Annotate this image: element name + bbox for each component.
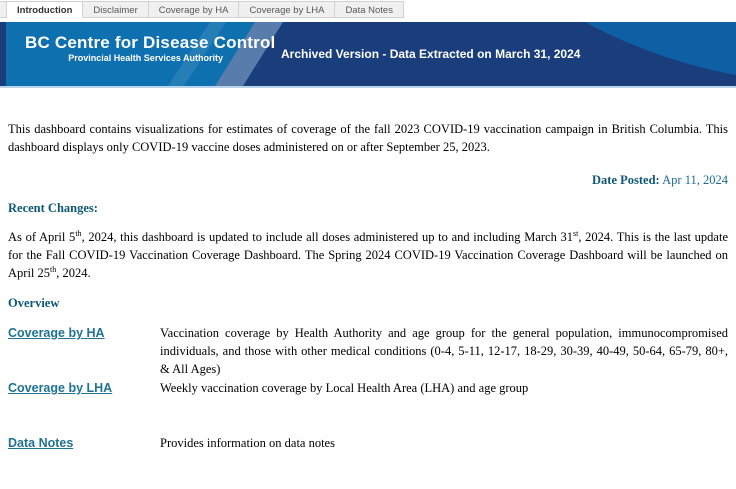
overview-link-col	[8, 324, 160, 379]
tab-data-notes[interactable]: Data Notes	[335, 1, 404, 18]
intro-paragraph: This dashboard contains visualizations for estimates of coverage of the fall 2023 COVID-19 vaccination campaign in British Columbia. This dashboard displays only COVID-19 vaccine doses administered on or after September 25, 2023.	[8, 122, 728, 154]
bccdc-header-banner	[0, 22, 736, 88]
date-posted-label: Date Posted:	[592, 173, 660, 187]
tab-stub[interactable]	[0, 1, 7, 18]
tab-coverage-by-ha[interactable]: Coverage by HA	[149, 1, 240, 18]
coverage-by-lha-description: Weekly vaccination coverage by Local Health Area (LHA) and age group	[160, 381, 529, 395]
date-posted-line	[8, 173, 728, 188]
coverage-by-ha-description: Vaccination coverage by Health Authority and age group for the general population, immunocompromised individuals, and those with other medical conditions (0-4, 5-11, 12-17, 18-29, 30-39, 40-49, 50-64, 65-79, 80+, & All Ages)	[160, 326, 728, 376]
overview-row-data-notes	[8, 434, 728, 489]
overview-rows	[8, 324, 728, 489]
tab-introduction[interactable]: Introduction	[7, 1, 83, 18]
overview-link-col	[8, 434, 160, 489]
tab-coverage-by-lha[interactable]: Coverage by LHA	[239, 1, 335, 18]
changes-text-part: As of April 5	[8, 230, 76, 244]
changes-text-part: , 2024, this dashboard is updated to include all doses administered up to and including March 31	[81, 230, 574, 244]
dashboard-body	[0, 120, 736, 489]
overview-row-coverage-by-ha	[8, 324, 728, 379]
overview-heading: Overview	[8, 296, 60, 310]
coverage-by-ha-link[interactable]: Coverage by HA	[8, 326, 105, 340]
overview-link-col	[8, 379, 160, 434]
data-notes-description: Provides information on data notes	[160, 436, 335, 450]
ordinal-superscript: th	[75, 228, 82, 238]
archived-version-label: Archived Version - Data Extracted on March 31, 2024	[281, 47, 581, 61]
changes-text-part: , 2024.	[56, 266, 91, 280]
changes-text-part: , 2024. This is the last update for the Fall COVID-19 Vaccination Coverage Dashboard. The Spring 2024 COVID-19 Vaccination Coverage Dashboard will be launched on April 25	[8, 230, 729, 280]
date-posted-value: Apr 11, 2024	[662, 173, 728, 187]
ordinal-superscript: th	[50, 264, 57, 274]
ordinal-superscript: st	[573, 228, 579, 238]
sheet-tab-bar	[0, 0, 736, 18]
bccdc-logo-title: BC Centre for Disease Control	[25, 33, 276, 52]
recent-changes-paragraph	[8, 228, 728, 282]
recent-changes-heading: Recent Changes:	[8, 201, 98, 215]
overview-row-coverage-by-lha	[8, 379, 728, 434]
tab-disclaimer[interactable]: Disclaimer	[83, 1, 148, 18]
data-notes-link[interactable]: Data Notes	[8, 436, 74, 450]
phsa-logo-subtitle: Provincial Health Services Authority	[68, 53, 223, 63]
coverage-by-lha-link[interactable]: Coverage by LHA	[8, 381, 113, 395]
